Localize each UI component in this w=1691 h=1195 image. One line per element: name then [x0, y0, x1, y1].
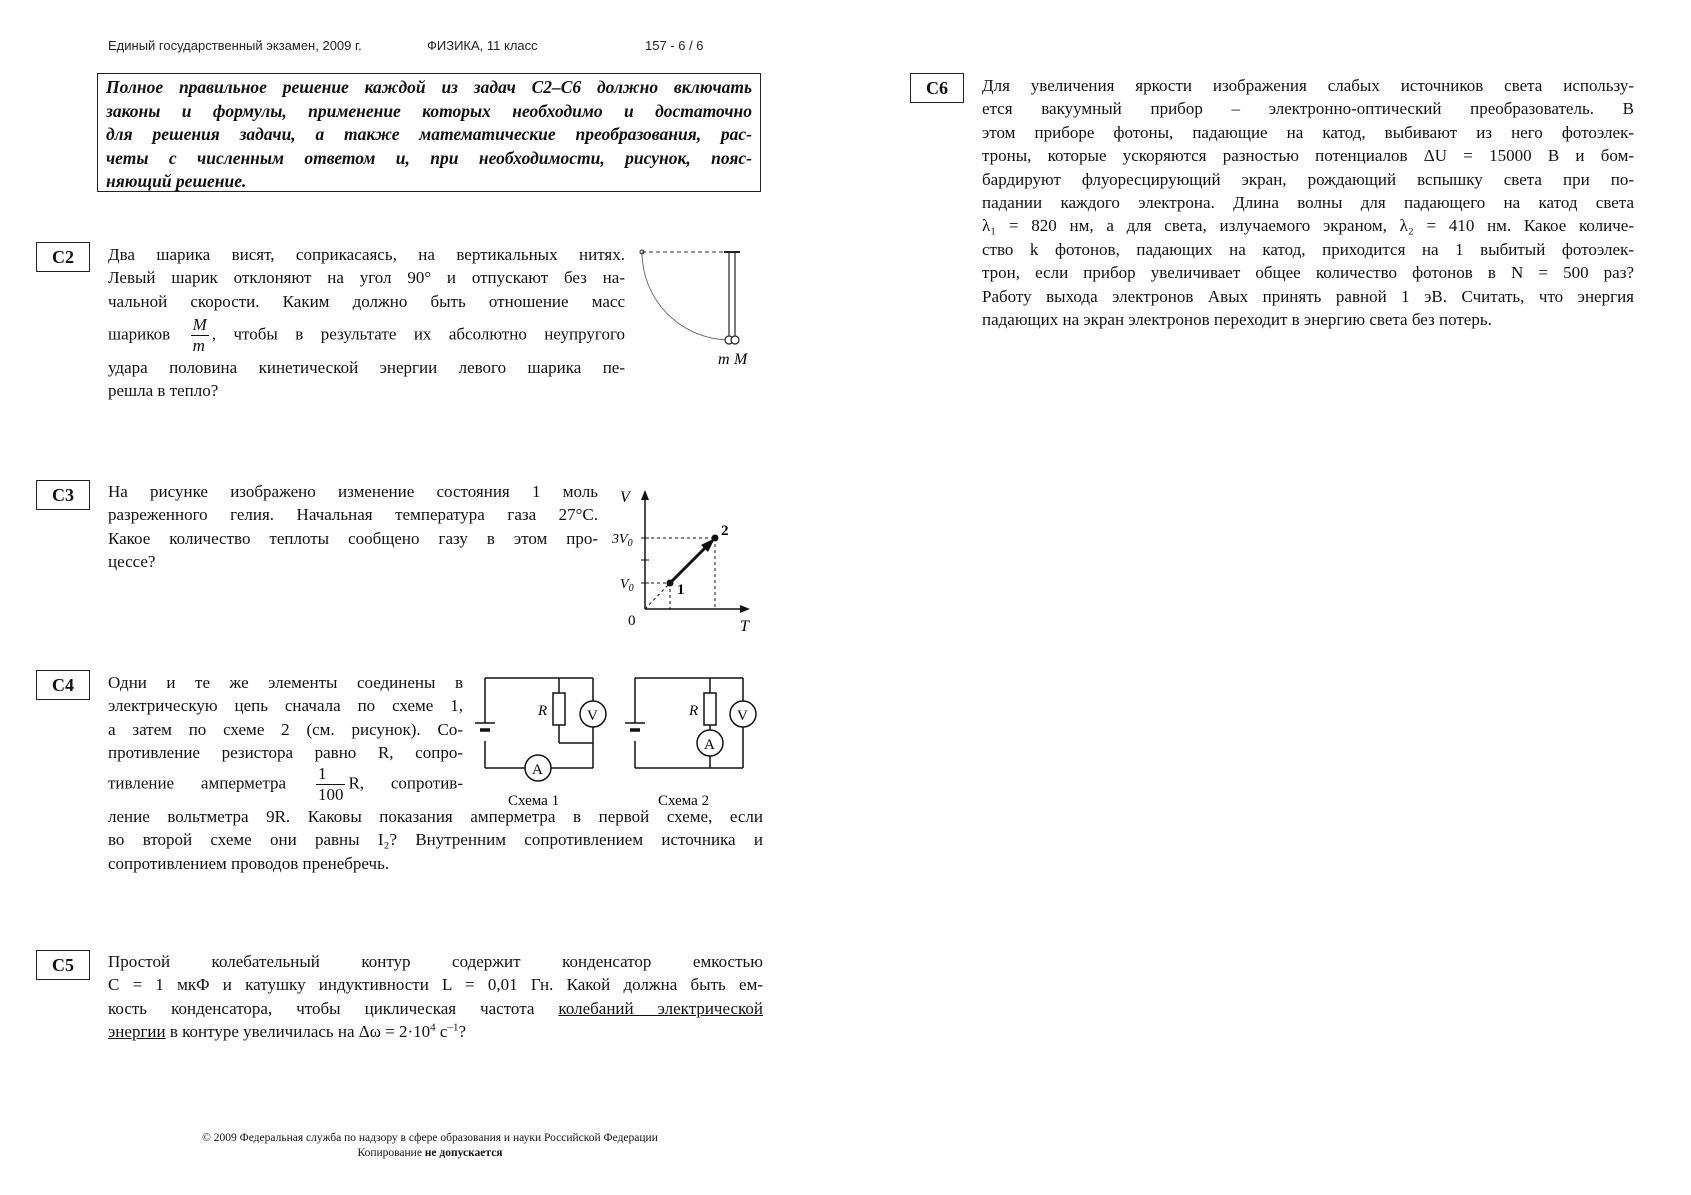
fraction-numerator: 1 — [316, 764, 346, 785]
fraction-denominator: 100 — [317, 785, 344, 805]
resistor-1 — [553, 693, 565, 725]
axis-v-label: V — [620, 489, 630, 506]
ammeter-1-label: A — [532, 762, 543, 778]
scheme-1-caption: Схема 1 — [508, 793, 560, 809]
dashed-origin-line — [645, 583, 670, 609]
text-line: бардируют флуоресцирующий экран, рождающий вспышку света при по- — [982, 169, 1634, 189]
text-line: падании каждого электрона. Длина волны для падающего на катод света — [982, 193, 1634, 213]
text-line: решла в тепло? — [108, 381, 219, 401]
header-subject: ФИЗИКА, 11 класс — [427, 38, 538, 53]
label-m: m — [718, 351, 730, 368]
pendulum-figure — [636, 244, 766, 370]
task-c5-text — [108, 950, 763, 1043]
text-line: сопротивлением проводов пренебречь. — [108, 853, 390, 873]
resistor-2 — [704, 693, 716, 725]
fraction-numerator: M — [192, 314, 207, 334]
footer — [150, 1131, 710, 1161]
arrow-v — [641, 490, 649, 500]
header-exam: Единый государственный экзамен, 2009 г. — [108, 38, 362, 53]
footer-copyright: © 2009 Федеральная служба по надзору в сфере образования и науки Российской Федерации — [202, 1132, 658, 1144]
text-fragment: R, сопротив- — [348, 773, 463, 793]
text-line: ство k фотонов, падающих на катод, приходится на 1 выбитый фотоэлек- — [982, 239, 1634, 259]
text-line: C = 1 мкФ и катушку индуктивности L = 0,01 Гн. Какой должна быть ем- — [108, 975, 763, 995]
task-label-c3: C3 — [36, 480, 90, 510]
task-label-c5: C5 — [36, 950, 90, 980]
text-line: противление резистора равно R, сопро- — [108, 742, 463, 762]
point-1 — [667, 580, 674, 587]
text-line: энергии в контуре увеличилась на $\Delta\omega = 2\cdot 10^4$ $с^{-1}$? — [108, 1021, 467, 1041]
text-line: электрическую цепь сначала по схеме 1, — [108, 696, 463, 716]
task-c2-text — [108, 243, 625, 402]
text-line: падающих на экран электронов переходит в энергию света без потерь. — [982, 310, 1492, 330]
axis-t-label: T — [740, 618, 749, 635]
text-fragment: тивление амперметра — [108, 773, 287, 793]
scheme-2-circuit — [635, 678, 743, 768]
header-page: 157 - 6 / 6 — [645, 38, 704, 53]
point-2-label: 2 — [721, 523, 729, 539]
rules-line: законы и формулы, применение которых необходимо и достаточно — [106, 100, 752, 121]
text-fragment: шариков — [108, 324, 171, 344]
voltmeter-2-label: V — [737, 708, 748, 724]
rules-line: Полное правильное решение каждой из задач С2–С6 должно включать — [106, 77, 752, 97]
text-line: ется вакуумный прибор – электронно-оптический преобразователь. В — [982, 99, 1634, 119]
text-line: удара половина кинетической энергии левого шарика пе- — [108, 357, 625, 377]
text-line: Работу выхода электронов Aвых принять равной 1 эВ. Считать, что энергия — [982, 286, 1634, 306]
text-line: троны, которые ускоряются разностью потенциалов ΔU = 15000 В и бом- — [982, 146, 1634, 166]
resistor-2-label: R — [689, 703, 699, 719]
text-line: λ₁ = 820 нм, а для света, излучаемого экраном, λ₂ = 410 нм. Какое количе- — [982, 216, 1634, 236]
text-line-fraction — [108, 315, 625, 356]
arrow-t — [740, 605, 750, 613]
text-line: этом приборе фотоны, падающие на катод, выбивают из него фотоэлек- — [982, 122, 1634, 142]
mass-ratio-fraction — [191, 315, 209, 356]
ball-M — [731, 336, 739, 344]
vt-graph — [580, 485, 760, 635]
text-line: Простой колебательный контур содержит конденсатор емкостью — [108, 952, 763, 971]
origin-label: 0 — [628, 613, 636, 629]
tick-v0-label: $V_0$ — [620, 577, 634, 594]
text-line: Два шарика висят, соприкасаясь, на вертикальных нитях. — [108, 245, 625, 264]
text-line: трон, если прибор увеличивает общее количество фотонов в N = 500 раз? — [982, 263, 1634, 283]
footer-copy-notice: Копирование не допускается — [357, 1147, 503, 1159]
text-line: Левый шарик отклоняют на угол 90° и отпускают без на- — [108, 268, 625, 288]
text-line: На рисунке изображено изменение состояния 1 моль — [108, 482, 598, 501]
text-line: ление вольтметра 9R. Каковы показания амперметра в первой схеме, если — [108, 807, 763, 827]
task-label-c2: C2 — [36, 242, 90, 272]
rules-line: четы с численным ответом и, при необходимости, рисунок, пояс- — [106, 147, 752, 168]
point-2 — [712, 535, 719, 542]
text-line: Для увеличения яркости изображения слабых источников света использу- — [982, 76, 1634, 95]
text-line: во второй схеме они равны I₂? Внутренним сопротивлением источника и — [108, 830, 763, 850]
circuit-schemes — [470, 668, 770, 818]
task-c6-text — [982, 74, 1634, 331]
task-label-c4: C4 — [36, 670, 90, 700]
text-fragment: , чтобы в результате их абсолютно неупругого — [211, 324, 625, 344]
task-label-c6: C6 — [910, 73, 964, 103]
label-M: M — [734, 351, 748, 368]
voltmeter-1-label: V — [587, 708, 598, 724]
rules-line: для решения задачи, а также математические преобразования, рас- — [106, 124, 752, 144]
text-line: разреженного гелия. Начальная температура газа 27°С. — [108, 505, 598, 525]
tick-3v0-label: $3V_0$ — [612, 532, 633, 549]
ammeter-2-label: A — [704, 737, 715, 753]
text-line: Какое количество теплоты сообщено газу в этом про- — [108, 528, 598, 548]
resistor-1-label: R — [538, 703, 548, 719]
point-1-label: 1 — [677, 582, 685, 598]
text-line: а затем по схеме 2 (см. рисунок). Со- — [108, 719, 463, 739]
fraction-denominator: m — [192, 335, 205, 355]
text-line: цессе? — [108, 551, 156, 571]
text-line-fraction — [108, 764, 463, 805]
swing-arc — [642, 252, 730, 340]
text-line: чальной скорости. Каким должно быть отношение масс — [108, 291, 625, 311]
ammeter-fraction — [316, 764, 346, 805]
text-line: Одни и те же элементы соединены в — [108, 673, 463, 692]
task-c3-text — [108, 480, 598, 573]
process-line — [670, 545, 708, 583]
rules-box — [97, 73, 761, 192]
text-line: кость конденсатора, чтобы циклическая частота колебаний электрической — [108, 998, 763, 1018]
scheme-2-caption: Схема 2 — [658, 793, 710, 809]
rules-line: няющий решение. — [106, 171, 247, 191]
